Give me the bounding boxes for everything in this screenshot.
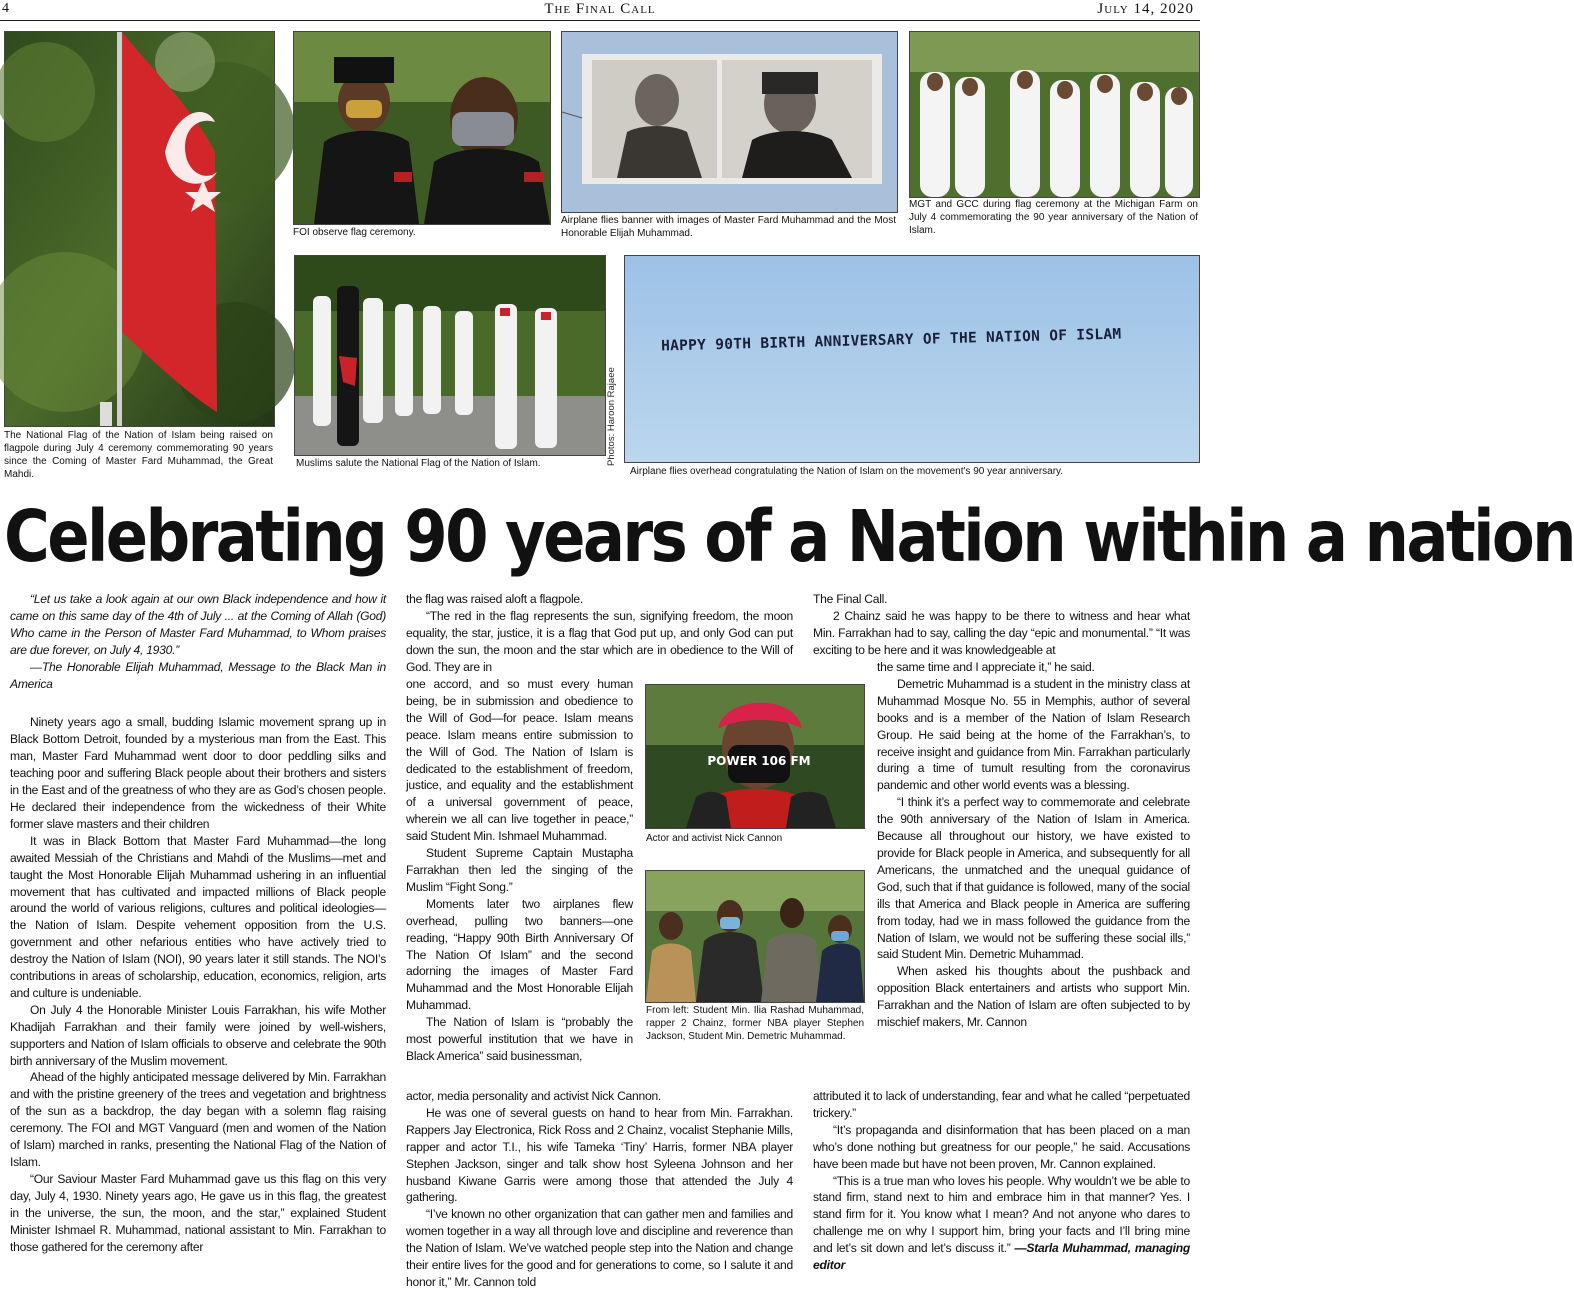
page-number: 4 — [2, 1, 10, 16]
mgt-illustration — [910, 32, 1199, 197]
salute-caption: Muslims salute the National Flag of the Nation of Islam. — [296, 458, 541, 469]
flag-raising-caption: The National Flag of the Nation of Islam being raised on flagpole during July 4 ceremony commemorating 90 years since the Coming of Master Fard Muhammad, the Great Mahdi. — [4, 430, 273, 480]
paragraph: On July 4 the Honorable Minister Louis Farrakhan, his wife Mother Khadijah Farrakhan and their family were joined by well-wishers, supporters and Nation of Islam officials to observe and celebrate the 90th birth anniversary of the Muslim movement. — [10, 1002, 386, 1068]
sky-banner-text: HAPPY 90TH BIRTH ANNIVERSARY OF THE NATION OF ISLAM — [660, 326, 1122, 355]
article-column-3-top — [813, 591, 1190, 659]
group-caption: From left: Student Min. Ilia Rashad Muhammad, rapper 2 Chainz, former NBA player Stephen Jackson, Student Min. Demetric Muhammad. — [646, 1005, 864, 1042]
byline: —Starla Muhammad, managing editor — [813, 1241, 1190, 1273]
closing-quote: “This is a true man who loves his people. Why wouldn’t we be able to stand firm, stand next to him and embrace him in that manner? Yes. I stand firm for it. You know what I mean? And not anyone who dares to challenge me on why I support him, bring your facts and I’ll bring mine and let’s sit down and let’s discuss it.” — [813, 1173, 1190, 1256]
paragraph: The Final Call. — [813, 592, 888, 606]
paragraph: 2 Chainz said he was happy to be there to witness and hear what Min. Farrakhan had to say, calling the day “epic and monumental.” “It was exciting to be here and it was knowledgeable at — [813, 608, 1190, 657]
mask-text: POWER 106 FM — [707, 754, 811, 768]
paragraph: Ahead of the highly anticipated message delivered by Min. Farrakhan and with the pristine greenery of the trees and vegetation and brightness of the sun as a backdrop, the day began with a solemn flag raising ceremony. The FOI and MGT Vanguard (men and women of the Nation of Islam) marched in ranks, presenting the National Flag of the Nation of Islam. — [10, 1070, 386, 1169]
paragraph: the flag was raised aloft a flagpole. — [406, 592, 583, 606]
nick-cannon-illustration — [646, 685, 864, 828]
flag-illustration — [5, 32, 274, 426]
paragraph: Moments later two airplanes flew overhead, pulling two banners—one reading, “Happy 90th Birth Anniversary Of The Nation Of Islam” and the second adorning the images of Master Fard Muhammad and the Most Honorable Elijah Muhammad. — [406, 896, 633, 1013]
paragraph: When asked his thoughts about the pushback and opposition Black entertainers and artists who support Min. Farrakhan and the Nation of Islam are often subjected to by mischief makers, Mr. Cannon — [877, 964, 1190, 1030]
article-column-2-bottom — [406, 1088, 793, 1291]
foi-caption: FOI observe flag ceremony. — [293, 227, 416, 238]
paragraph: “I’ve known no other organization that can gather men and families and women together in a way all through love and discipline and reverence than the Nation of Islam. We’ve watched people step into the Nation and change their entire lives for the good and for generations to come, so I salute it and honor it,” Mr. Cannon told — [406, 1207, 793, 1289]
group-photo — [645, 870, 865, 1003]
foi-photo — [293, 31, 551, 225]
mgt-caption: MGT and GCC during flag ceremony at the Michigan Farm on July 4 commemorating the 90 year anniversary of the Nation of Islam. — [909, 199, 1198, 236]
article-column-3-narrow — [877, 659, 1190, 1031]
paragraph: the same time and I appreciate it,” he said. — [877, 660, 1095, 674]
sky-banner-photo — [624, 255, 1200, 463]
paragraph: The Nation of Islam is “probably the most powerful institution that we have in Black America” said businessman, — [406, 1015, 633, 1063]
banner-images-illustration — [562, 32, 897, 212]
group-illustration — [646, 871, 864, 1002]
photo-credit: Photos: Haroon Rajaee — [606, 367, 617, 466]
paragraph: attributed it to lack of understanding, fear and what he called “perpetuated trickery.” — [813, 1089, 1190, 1120]
sky-banner-caption: Airplane flies overhead congratulating the Nation of Islam on the movement's 90 year anniversary. — [630, 466, 1064, 477]
paragraph: “The red in the flag represents the sun, signifying freedom, the moon equality, the star, justice, it is a flag that God put up, and only God can put down the sun, the moon and the star which are in obedience to the Will of God. They are in — [406, 608, 793, 674]
article-column-3-bottom — [813, 1088, 1190, 1274]
paragraph: Student Supreme Captain Mustapha Farrakhan then led the singing of the Muslim “Fight Song.” — [406, 846, 633, 894]
article-column-2-top — [406, 591, 793, 676]
nick-cannon-photo — [645, 684, 865, 829]
paragraph: Demetric Muhammad is a student in the ministry class at Muhammad Mosque No. 55 in Memphis, author of several books and is a member of the Nation of Islam Research Group. He said being at the home of the Farrakhan’s, to receive insight and guidance from Min. Farrakhan particularly during a time of tumult resulting from the coronavirus pandemic and other world events was a blessing. — [877, 676, 1190, 793]
paragraph — [813, 1173, 1190, 1274]
mgt-photo — [909, 31, 1200, 198]
issue-date: July 14, 2020 — [1097, 1, 1194, 17]
page-header — [0, 0, 1200, 21]
paragraph: He was one of several guests on hand to hear from Min. Farrakhan. Rappers Jay Electronica, Rick Ross and 2 Chainz, vocalist Stephanie Mills, rapper and actor T.I., his wife Tameka ‘Tiny’ Harris, former NBA player Stephen Jackson, singer and talk show host Syleena Johnson and her husband Kiwane Garris were among those that attended the July 4 gathering. — [406, 1105, 793, 1205]
masthead: The Final Call — [544, 1, 656, 17]
flag-raising-photo — [4, 31, 275, 427]
paragraph: “Our Saviour Master Fard Muhammad gave us this flag on this very day, July 4, 1930. Ninety years ago, He gave us in this flag, the greatest in the universe, the sun, the moon, and the star,” explained Student Minister Ishmael R. Muhammad, national assistant to Min. Farrakhan to those gathered for the ceremony after — [10, 1171, 386, 1254]
banner-images-caption: Airplane flies banner with images of Master Fard Muhammad and the Most Honorable Elijah Muhammad. — [561, 215, 896, 239]
article-column-1 — [10, 591, 386, 1255]
paragraph: “I think it’s a perfect way to commemorate and celebrate the 90th anniversary of the Nation of Islam in America. Because all throughout our history, we have existed to provide for Black people in America, and subsequently for all Americans, the unmatched and the unequal guidance of God, such that if that guidance is followed, many of the social ills that America and Black people in America are suffering from today, had we in mass followed the guidance from the Nation of Islam, we would not be suffering these social ills,” said Student Min. Demetric Muhammad. — [877, 795, 1190, 962]
salute-illustration — [295, 256, 605, 455]
paragraph: actor, media personality and activist Nick Cannon. — [406, 1089, 662, 1103]
banner-images-photo — [561, 31, 898, 213]
epigraph: “Let us take a look again at our own Black independence and how it came on this same day of the 4th of July ... at the Coming of Allah (God) Who came in the Person of Master Fard Muhammad, to Whom praises are due forever, on July 4, 1930.” — [10, 592, 386, 657]
paragraph: “It’s propaganda and disinformation that has been placed on a man who’s done nothing but greatness for our people,” he said. Accusations have been made but have not been proven, Mr. Cannon explained. — [813, 1122, 1190, 1171]
headline: Celebrating 90 years of a Nation within a nation — [4, 495, 1574, 578]
article-column-2-narrow — [406, 676, 633, 1065]
salute-photo — [294, 255, 606, 456]
paragraph: Ninety years ago a small, budding Islamic movement sprang up in Black Bottom Detroit, founded by a mysterious man from the East. This man, Master Fard Muhammad went door to door peddling silks and teaching poor and suffering Black people about their brothers and sisters in the East and of the greatness of who they are as God’s chosen people. He declared their independence from the wickedness of their White former slave masters and their children — [10, 715, 386, 831]
paragraph: It was in Black Bottom that Master Fard Muhammad—the long awaited Messiah of the Christians and Mahdi of the Muslims—met and taught the Most Honorable Elijah Muhammad ushering in an influential movement that has cultivated and impacted millions of Black people around the world of various religions, cultures and political ideologies—the Nation of Islam. Despite vehement opposition from the U.S. government and other nefarious entities who have actively tried to destroy the Nation of Islam (NOI), 90 years later it still stands. The NOI’s contributions in areas of scholarship, education, economics, religion, arts and culture is undeniable. — [10, 833, 386, 1000]
nick-cannon-caption: Actor and activist Nick Cannon — [646, 833, 783, 844]
paragraph: one accord, and so must every human being, be in submission and obedience to the Will of God—for peace. Islam means peace. Islam means entire submission to the Will of God. The Nation of Islam is dedicated to the establishment of freedom, justice, and equality and the establishment of a universal government of peace, wherein we all can live together in peace,” said Student Min. Ishmael Muhammad. — [406, 677, 633, 844]
epigraph-source: —The Honorable Elijah Muhammad, Message to the Black Man in America — [10, 659, 386, 691]
foi-illustration — [294, 32, 550, 224]
